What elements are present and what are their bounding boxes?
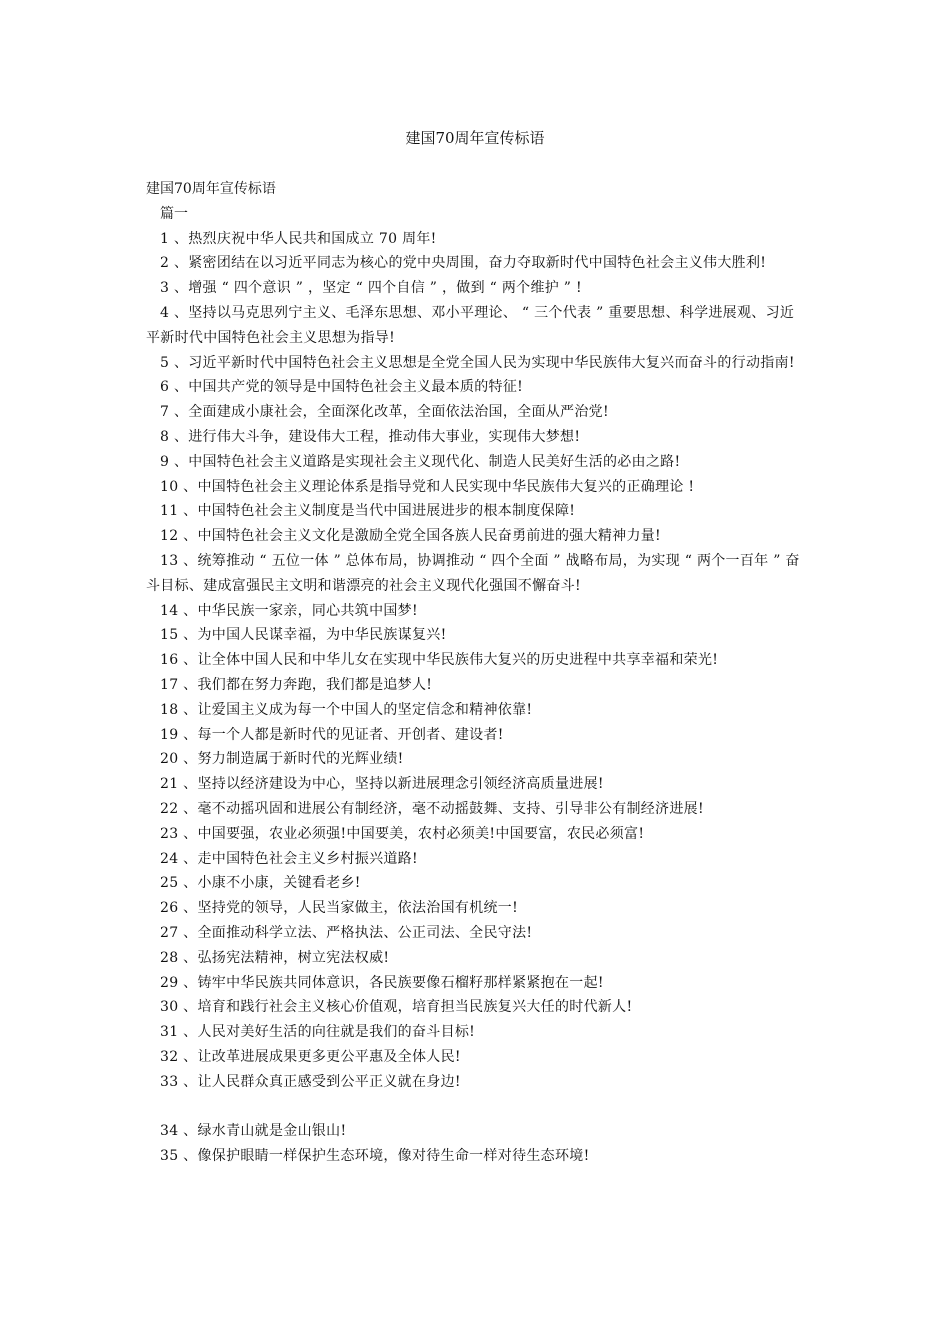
slogan-item: 35 、像保护眼睛一样保护生态环境，像对待生命一样对待生态环境! — [160, 1148, 590, 1165]
slogan-item: 23 、中国要强，农业必须强!中国要美，农村必须美!中国要富，农民必须富! — [160, 825, 645, 842]
slogan-item: 26 、坚持党的领导，人民当家做主，依法治国有机统一! — [160, 900, 518, 917]
slogan-item: 6 、中国共产党的领导是中国特色社会主义最本质的特征! — [160, 379, 524, 396]
document-body — [146, 177, 806, 1169]
page-title: 建国70周年宣传标语 — [405, 129, 545, 147]
slogan-item: 15 、为中国人民谋幸福，为中华民族谋复兴! — [160, 627, 447, 644]
slogan-list — [146, 227, 806, 1095]
slogan-item: 31 、人民对美好生活的向往就是我们的奋斗目标! — [160, 1024, 476, 1041]
slogan-item: 10 、中国特色社会主义理论体系是指导党和人民实现中华民族伟大复兴的正确理论 ! — [160, 478, 695, 495]
slogan-item: 11 、中国特色社会主义制度是当代中国进展进步的根本制度保障! — [160, 503, 576, 520]
slogan-item: 7 、全面建成小康社会，全面深化改革，全面依法治国，全面从严治党! — [160, 404, 609, 421]
paragraph-gap — [146, 1094, 806, 1119]
slogan-item: 1 、热烈庆祝中华人民共和国成立 70 周年! — [160, 230, 437, 247]
slogan-item: 29 、铸牢中华民族共同体意识，各民族要像石榴籽那样紧紧抱在一起! — [160, 974, 604, 991]
slogan-item: 8 、进行伟大斗争，建设伟大工程，推动伟大事业，实现伟大梦想! — [160, 428, 581, 445]
slogan-item: 18 、让爱国主义成为每一个中国人的坚定信念和精神依靠! — [160, 701, 533, 718]
slogan-item: 27 、全面推动科学立法、严格执法、公正司法、全民守法! — [160, 924, 533, 941]
slogan-item: 32 、让改革进展成果更多更公平惠及全体人民! — [160, 1048, 461, 1065]
slogan-item: 2 、紧密团结在以习近平同志为核心的党中央周围，奋力夺取新时代中国特色社会主义伟大胜利! — [160, 255, 767, 272]
slogan-item: 24 、走中国特色社会主义乡村振兴道路! — [160, 850, 418, 867]
slogan-item: 21 、坚持以经济建设为中心，坚持以新进展理念引领经济高质量进展! — [160, 776, 604, 793]
slogan-item: 5 、习近平新时代中国特色社会主义思想是全党全国人民为实现中华民族伟大复兴而奋斗的行动指南! — [160, 354, 795, 371]
slogan-item: 22 、毫不动摇巩固和进展公有制经济，毫不动摇鼓舞、支持、引导非公有制经济进展! — [160, 800, 704, 817]
slogan-item: 16 、让全体中国人民和中华儿女在实现中华民族伟大复兴的历史进程中共享幸福和荣光! — [160, 652, 719, 669]
slogan-item: 17 、我们都在努力奔跑，我们都是追梦人! — [160, 676, 433, 693]
slogan-list-continued — [146, 1119, 806, 1169]
slogan-item: 14 、中华民族一家亲，同心共筑中国梦! — [160, 602, 418, 619]
slogan-item: 33 、让人民群众真正感受到公平正义就在身边! — [160, 1073, 461, 1090]
section-heading: 篇一 — [160, 205, 188, 222]
slogan-item: 4 、坚持以马克思列宁主义、毛泽东思想、邓小平理论、 “ 三个代表 ” 重要思想、科学进展观、习近平新时代中国特色社会主义思想为指导! — [146, 304, 795, 346]
slogan-item: 13 、统筹推动 “ 五位一体 ” 总体布局，协调推动 “ 四个全面 ” 战略布局，为实现 “ 两个一百年 ” 奋斗目标、建成富强民主文明和谐漂亮的社会主义现代化强国不懈奋斗! — [146, 552, 800, 594]
slogan-item: 20 、努力制造属于新时代的光辉业绩! — [160, 751, 404, 768]
slogan-item: 30 、培育和践行社会主义核心价值观，培育担当民族复兴大任的时代新人! — [160, 999, 633, 1016]
slogan-item: 9 、中国特色社会主义道路是实现社会主义现代化、制造人民美好生活的必由之路! — [160, 453, 681, 470]
slogan-item: 12 、中国特色社会主义文化是激励全党全国各族人民奋勇前进的强大精神力量! — [160, 528, 661, 545]
slogan-item: 25 、小康不小康，关键看老乡! — [160, 875, 361, 892]
slogan-item: 28 、弘扬宪法精神，树立宪法权威! — [160, 949, 390, 966]
slogan-item: 19 、每一个人都是新时代的见证者、开创者、建设者! — [160, 726, 504, 743]
slogan-item: 3 、增强 “ 四个意识 ” ，坚定 “ 四个自信 ” ，做到 “ 两个维护 ” ! — [160, 280, 582, 297]
slogan-item: 34 、绿水青山就是金山银山! — [160, 1123, 347, 1140]
document-subtitle: 建国70周年宣传标语 — [146, 181, 276, 197]
